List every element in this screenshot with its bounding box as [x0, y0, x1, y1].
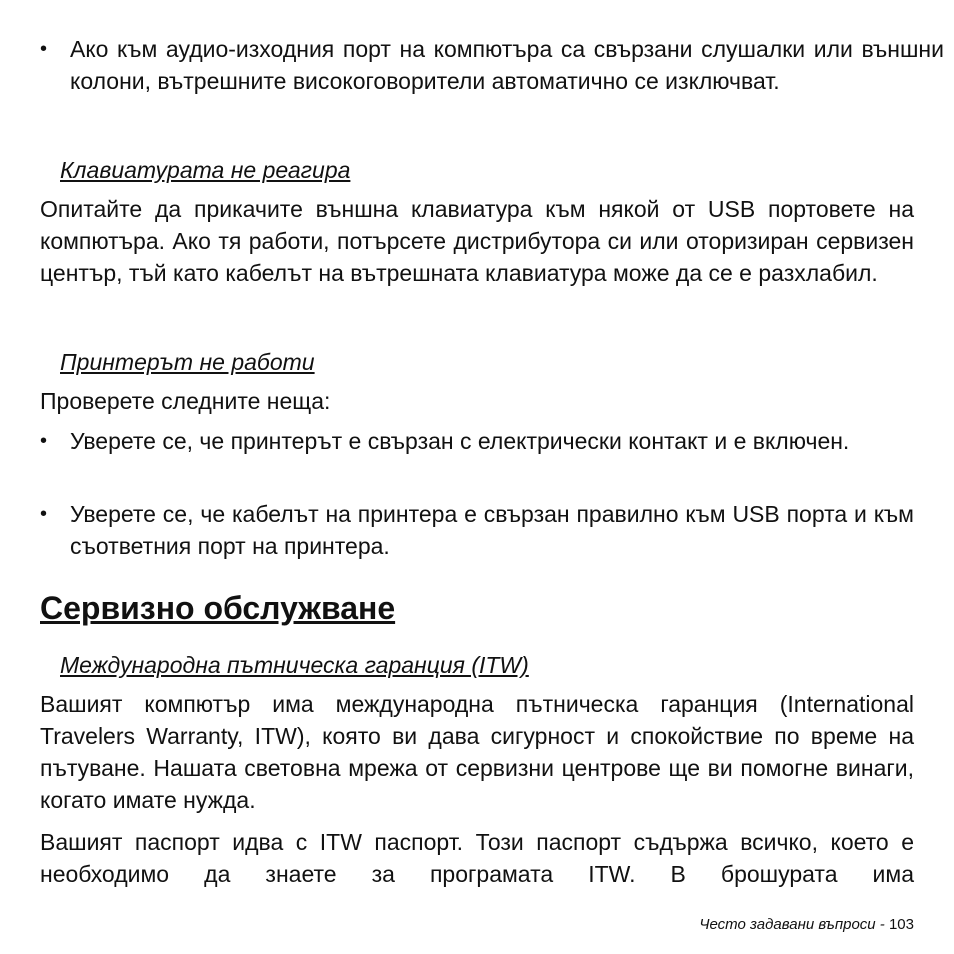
- footer-label: Често задавани въпроси -: [699, 916, 885, 933]
- section-heading-service: Сервизно обслужване: [40, 590, 396, 626]
- page-number: 103: [888, 916, 914, 933]
- paragraph-keyboard: Опитайте да прикачите външна клавиатура към някой от USB портовете на компютъра. Ако тя работи, потърсете дистрибутора си или оторизиран сервизен център, тъй като кабелът на вътрешната клавиатура може да се е разхлабил.: [40, 196, 914, 286]
- bullet-headphones: • Ако към аудио-изходния порт на компютъра са свързани слушалки или външни колони, вътрешните високоговорители автоматично се изключват.: [40, 33, 944, 97]
- paragraph-itw: Вашият компютър има международна пътническа гаранция (International Travelers Warranty, ITW), която ви дава сигурност и спокойствие по време на пътуване. Нашата световна мрежа от сервизни центрове ще ви помогне винаги, когато имате нужда.: [40, 691, 914, 813]
- subheading-itw: Международна пътническа гаранция (ITW): [60, 652, 529, 678]
- page-footer: [699, 916, 914, 933]
- paragraph-passport: Вашият паспорт идва с ITW паспорт. Този паспорт съдържа всичко, което е необходимо да знаете за програмата ITW. В брошурата има: [40, 829, 914, 887]
- paragraph-check: Проверете следните неща:: [40, 388, 331, 414]
- bullet-printer-power: • Уверете се, че принтерът е свързан с електрически контакт и е включен.: [40, 425, 914, 457]
- subheading-printer: Принтерът не работи: [60, 349, 315, 375]
- bullet-printer-cable: • Уверете се, че кабелът на принтера е свързан правилно към USB порта и към съответния порт на принтера.: [40, 498, 914, 562]
- subheading-keyboard: Клавиатурата не реагира: [60, 157, 351, 183]
